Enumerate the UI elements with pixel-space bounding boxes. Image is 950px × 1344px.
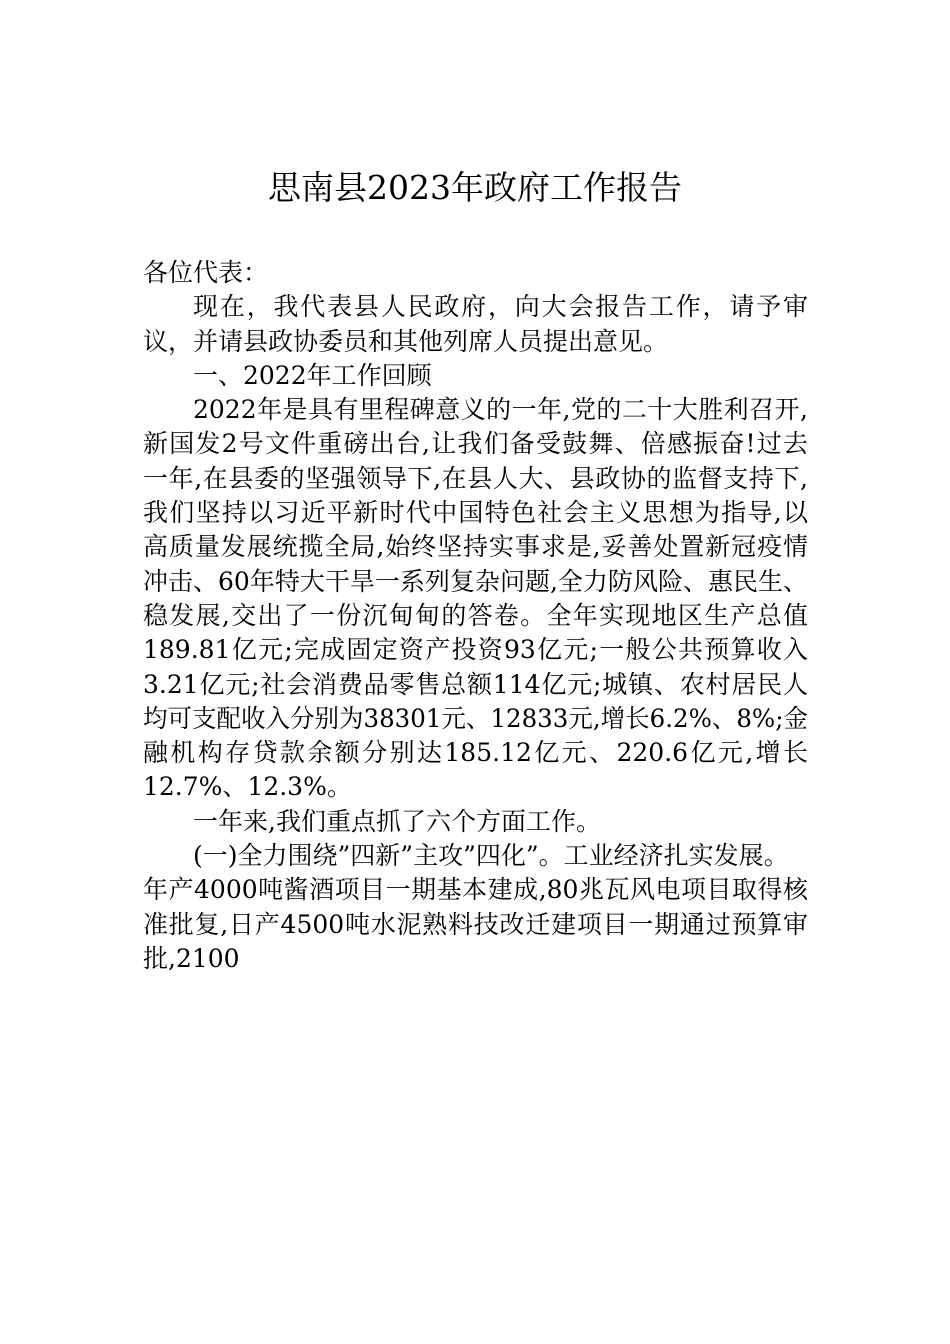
paragraph-line: 均可支配收入分别为38301元、12833元,增长6.2%、8%;金 [143, 703, 808, 733]
paragraph-line: 批,2100 [143, 943, 240, 973]
paragraph-line: 冲击、60年特大干旱一系列复杂问题,全力防风险、惠民生、 [143, 566, 808, 596]
salutation: 各位代表： [143, 258, 269, 287]
paragraph-line: 议，并请县政协委员和其他列席人员提出意见。 [143, 326, 669, 356]
paragraph-line: 189.81亿元;完成固定资产投资93亿元;一般公共预算收入 [143, 635, 808, 665]
paragraph-line: 3.21亿元;社会消费品零售总额114亿元;城镇、农村居民人 [143, 669, 808, 699]
paragraph-line: 稳发展,交出了一份沉甸甸的答卷。全年实现地区生产总值 [143, 600, 808, 630]
paragraph-line: 准批复,日产4500吨水泥熟料技改迁建项目一期通过预算审 [143, 909, 808, 939]
subsection-heading: (一)全力围绕”四新”主攻”四化”。工业经济扎实发展。 [193, 841, 789, 871]
document-title: 思南县2023年政府工作报告 [268, 168, 682, 207]
paragraph-line: 12.7%、12.3%。 [143, 772, 352, 802]
paragraph-line: 我们坚持以习近平新时代中国特色社会主义思想为指导,以 [143, 498, 808, 528]
paragraph-line: 一年来,我们重点抓了六个方面工作。 [193, 806, 601, 836]
paragraph-line: 一年,在县委的坚强领导下,在县人大、县政协的监督支持下, [143, 463, 808, 493]
document-body [143, 256, 808, 976]
paragraph-line: 2022年是具有里程碑意义的一年,党的二十大胜利召开, [193, 395, 808, 425]
paragraph-line: 新国发2号文件重磅出台,让我们备受鼓舞、倍感振奋!过去 [143, 429, 808, 459]
section-heading: 一、2022年工作回顾 [193, 360, 432, 390]
paragraph-line: 高质量发展统揽全局,始终坚持实事求是,妥善处置新冠疫情 [143, 532, 808, 562]
paragraph-line: 现在，我代表县人民政府，向大会报告工作，请予审 [193, 292, 808, 322]
paragraph-line: 年产4000吨酱酒项目一期基本建成,80兆瓦风电项目取得核 [143, 875, 808, 905]
paragraph-line: 融机构存贷款余额分别达185.12亿元、220.6亿元,增长 [143, 738, 808, 768]
